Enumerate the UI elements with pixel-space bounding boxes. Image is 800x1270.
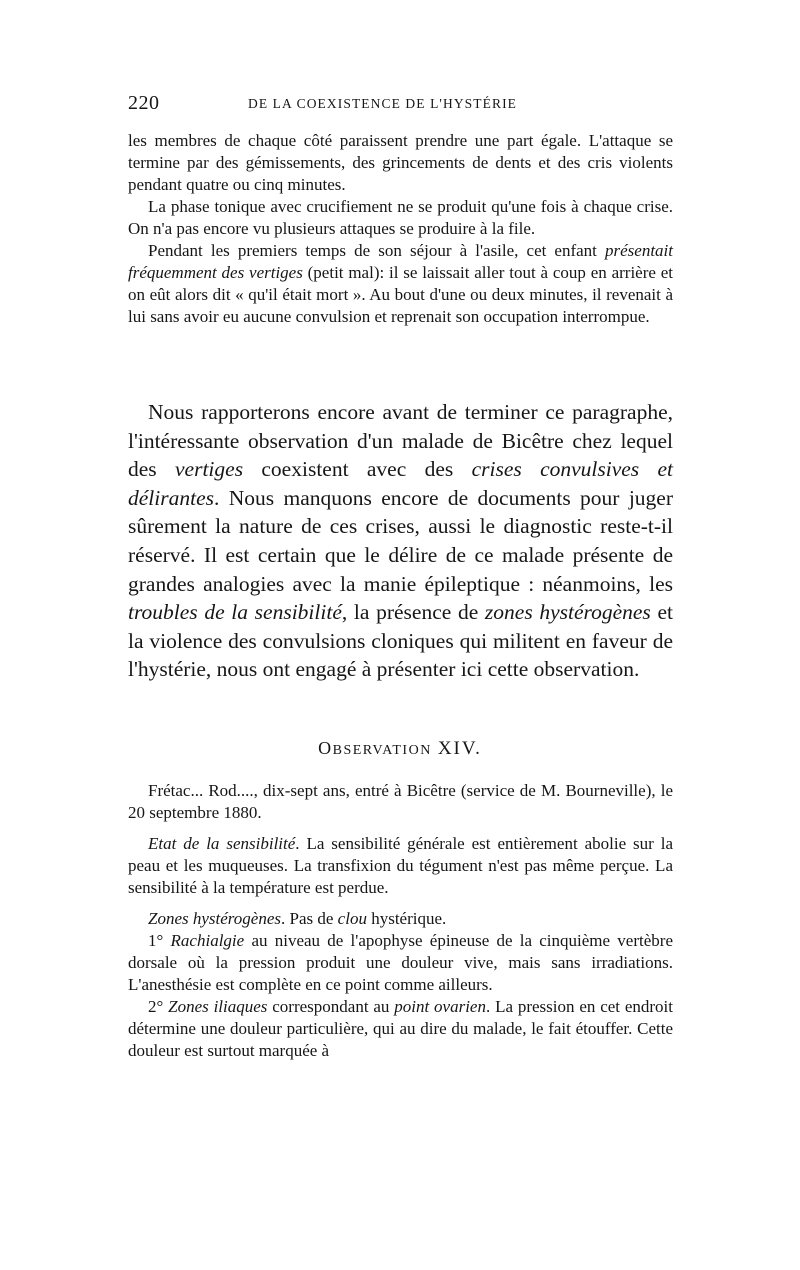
paragraph-vertigo-emphasis: présentait fréquemment des vertiges: [128, 241, 673, 282]
section-c: [128, 780, 673, 1062]
paragraph-attack-end: les membres de chaque côté paraissent prendre une part égale. L'attaque se termine par des gémissements, des grincements de dents et des cris violents pendant quatre ou cinq minutes.: [128, 131, 673, 194]
rachialgia-heading: Rachialgie: [170, 931, 245, 950]
intro-text-5: et la violence des convulsions cloniques qui militent en faveur de l'hystérie, nous ont engagé à présenter ici cette observation.: [128, 600, 673, 682]
section-b: [128, 398, 673, 684]
zones-emphasis-clou: clou: [337, 909, 367, 928]
zones-text-1: . Pas de: [281, 909, 338, 928]
zones-text-2: hystérique.: [366, 909, 447, 928]
paragraph-zones: [128, 908, 673, 930]
paragraph-tonic-phase: La phase tonique avec crucifiement ne se produit qu'une fois à chaque crise. On n'a pas encore vu plusieurs attaques se produire à la file.: [128, 197, 673, 238]
intro-emphasis-zones: zones hystérogènes: [484, 600, 651, 625]
running-title: DE LA COEXISTENCE DE L'HYSTÉRIE: [248, 96, 518, 111]
iliac-text-2: . La pression en cet endroit détermine une douleur particulière, qui au dire du malade, le fait étouffer. Cette douleur est surtout marquée à: [128, 997, 673, 1060]
rachialgia-number: 1°: [148, 931, 171, 950]
paragraph-iliac-zones: [128, 996, 673, 1062]
intro-text-2: coexistent avec des: [243, 457, 472, 482]
intro-emphasis-vertiges: vertiges: [175, 457, 244, 482]
running-head: [128, 92, 673, 118]
observation-heading-word: BSERVATION: [332, 743, 432, 758]
observation-heading-number: XIV.: [437, 738, 482, 759]
iliac-number: 2°: [148, 997, 169, 1016]
iliac-emphasis-ovarian: point ovarien: [394, 997, 486, 1016]
rachialgia-text: au niveau de l'apophyse épineuse de la cinquième vertèbre dorsale où la pression produit une douleur vive, mais sans irradiations. L'anesthésie est complète en ce point comme ailleurs.: [128, 931, 673, 994]
paragraph-rachialgia: [128, 930, 673, 996]
page-number: 220: [128, 92, 160, 114]
paragraph-vertigo: [128, 240, 673, 328]
iliac-heading: Zones iliaques: [168, 997, 268, 1016]
paragraph-patient: Frétac... Rod...., dix-sept ans, entré à Bicêtre (service de M. Bourneville), le 20 septembre 1880.: [128, 781, 673, 822]
observation-heading-initial: O: [318, 738, 333, 758]
paragraph-vertigo-text-2: (petit mal): il se laissait aller tout à coup en arrière et on eût alors dit « qu'il était mort ». Au bout d'une ou deux minutes, il revenait à lui sans avoir eu aucune convulsion et reprenait son occupation interrompue.: [128, 263, 673, 326]
observation-heading: [0, 738, 800, 760]
intro-text-3: . Nous manquons encore de documents pour juger sûrement la nature de ces crises, aussi le diagnostic reste-t-il réservé. Il est certain que le délire de ce malade présente de grandes analogies avec la manie épileptique : néanmoins, les: [128, 485, 673, 596]
paragraph-sensibility: [128, 833, 673, 899]
zones-heading: Zones hystérogènes: [148, 909, 281, 928]
sensibility-heading: Etat de la sensibilité: [148, 834, 296, 853]
iliac-text-1: correspondant au: [267, 997, 395, 1016]
intro-text-4: , la présence de: [341, 600, 485, 625]
paragraph-introduction: [128, 398, 673, 684]
intro-emphasis-troubles: troubles de la sensibilité: [128, 600, 342, 625]
sensibility-text: . La sensibilité générale est entièrement abolie sur la peau et les muqueuses. La transfixion du tégument n'est pas même perçue. La sensibilité à la température est perdue.: [128, 834, 674, 897]
section-a: [128, 130, 673, 328]
intro-text-1: Nous rapporterons encore avant de terminer ce paragraphe, l'intéressante observation d'un malade de Bicêtre chez lequel des: [128, 400, 673, 482]
intro-emphasis-crises: crises convulsives et délirantes: [128, 457, 674, 510]
paragraph-vertigo-text-1: Pendant les premiers temps de son séjour à l'asile, cet enfant: [148, 241, 605, 260]
